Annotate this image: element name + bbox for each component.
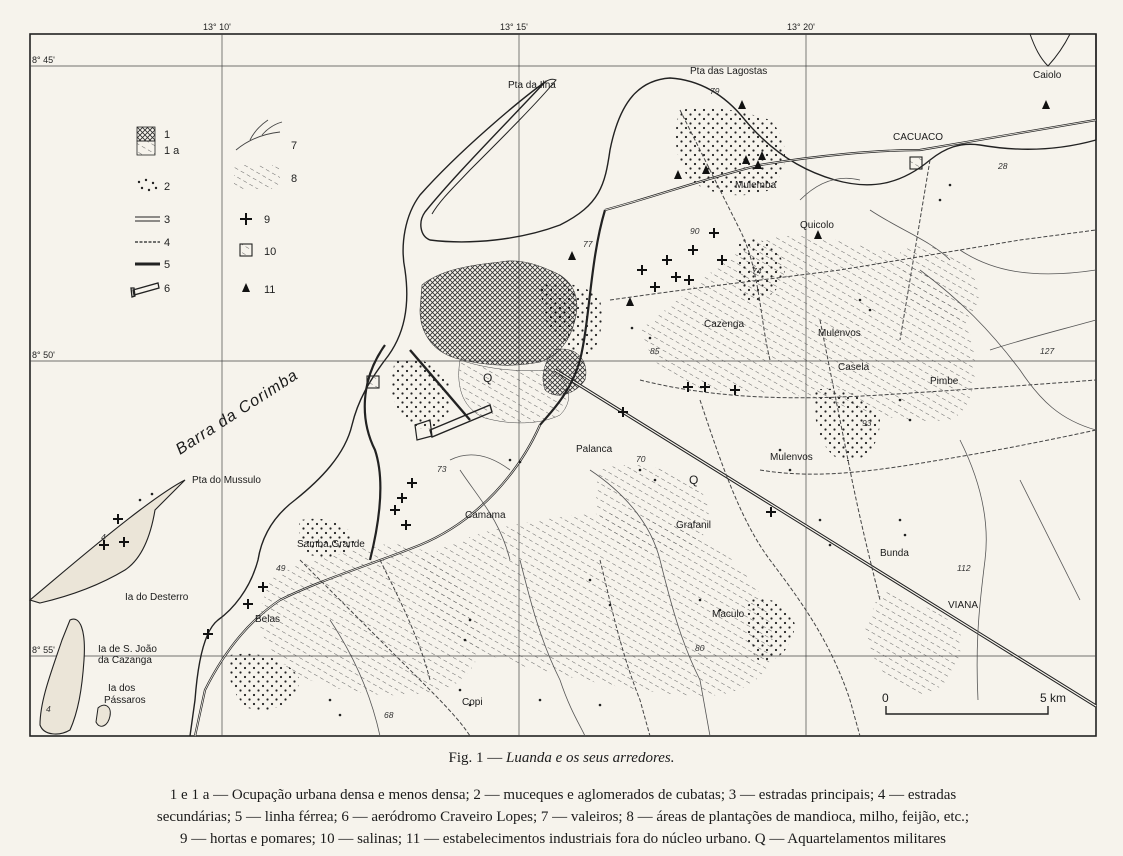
label-q-military-1: Q bbox=[483, 371, 493, 385]
legend-explanation bbox=[24, 784, 1102, 850]
label-q-military-2: Q bbox=[689, 473, 699, 487]
lon-label-1310: 13° 10' bbox=[203, 22, 231, 32]
scale-bar bbox=[882, 691, 1066, 714]
label-casela: Casela bbox=[838, 362, 870, 373]
elevation: 49 bbox=[276, 563, 286, 573]
legend-label-7: 7 bbox=[291, 140, 298, 152]
label-belas: Belas bbox=[255, 614, 281, 625]
label-samba-grande: Samba Grande bbox=[297, 539, 365, 550]
caption-prefix: Fig. 1 — bbox=[448, 750, 503, 766]
elevation: 90 bbox=[690, 226, 700, 236]
scale-label-five: 5 km bbox=[1040, 691, 1067, 705]
legend-swatch-8 bbox=[234, 165, 280, 189]
lat-label-845: 8° 45' bbox=[32, 55, 55, 65]
label-copi: Copi bbox=[462, 697, 483, 708]
legend-swatch-10 bbox=[240, 244, 252, 256]
label-pimbe: Pimbe bbox=[930, 376, 959, 387]
legend-label-10: 10 bbox=[264, 246, 277, 258]
elevation: 74 bbox=[752, 266, 762, 276]
elevation: 70 bbox=[636, 454, 646, 464]
island-passaros bbox=[96, 705, 110, 726]
label-barra-corimba: Barra da Corimba bbox=[172, 366, 302, 459]
elevation: 68 bbox=[384, 710, 394, 720]
legend-label-2: 2 bbox=[164, 181, 171, 193]
label-ponta-ilha: Pta da Ilha bbox=[508, 80, 556, 91]
lat-label-850: 8° 50' bbox=[32, 350, 55, 360]
legend-swatch-3 bbox=[135, 217, 160, 221]
elevation: 127 bbox=[1040, 346, 1055, 356]
label-bunda: Bunda bbox=[880, 548, 909, 559]
legend-swatch-7 bbox=[236, 120, 282, 150]
elevation: 80 bbox=[695, 643, 705, 653]
figure-caption bbox=[0, 750, 1123, 767]
caption-title: Luanda e os seus arredores. bbox=[506, 750, 675, 766]
label-cacuaco: CACUACO bbox=[893, 132, 944, 143]
legend-text-line-3: 9 — hortas e pomares; 10 — salinas; 11 — estabelecimentos industriais fora do núcleo urbano. Q — Aquartelamentos militares bbox=[180, 831, 946, 847]
label-camama: Camama bbox=[465, 510, 506, 521]
label-grafanil: Grafanil bbox=[676, 520, 712, 531]
label-ilha-sao-joao-2: da Cazanga bbox=[98, 655, 152, 666]
elevation: 28 bbox=[998, 161, 1008, 171]
label-ponta-mussulo: Pta do Mussulo bbox=[192, 475, 261, 486]
legend-swatch-1a bbox=[137, 141, 155, 155]
legend-label-9: 9 bbox=[264, 214, 271, 226]
legend-label-1a: 1 a bbox=[164, 145, 180, 157]
legend-label-6: 6 bbox=[164, 283, 171, 295]
lon-label-1320: 13° 20' bbox=[787, 22, 815, 32]
legend-swatch-6 bbox=[131, 283, 159, 297]
label-ilha-passaros-1: Ia dos bbox=[108, 683, 136, 694]
label-ponta-lagostas: Pta das Lagostas bbox=[690, 66, 768, 77]
legend-label-4: 4 bbox=[164, 237, 171, 249]
label-caiolo: Caiolo bbox=[1033, 70, 1062, 81]
map-legend bbox=[131, 120, 297, 297]
elevation: 85 bbox=[650, 346, 660, 356]
label-palanca: Palanca bbox=[576, 444, 613, 455]
legend-swatch-2 bbox=[138, 179, 157, 191]
elevation: 79 bbox=[710, 86, 720, 96]
legend-label-3: 3 bbox=[164, 214, 171, 226]
legend-swatch-11 bbox=[242, 283, 250, 292]
elevation: 112 bbox=[957, 563, 971, 573]
elevation: 4 bbox=[46, 704, 51, 714]
scale-label-zero: 0 bbox=[882, 691, 889, 705]
legend-label-8: 8 bbox=[291, 173, 298, 185]
label-ilha-passaros-2: Pássaros bbox=[104, 695, 146, 706]
legend-label-5: 5 bbox=[164, 259, 171, 271]
label-mulemba: Mulemba bbox=[735, 180, 777, 191]
legend-swatch-1 bbox=[137, 127, 155, 141]
island-cazanga bbox=[40, 619, 84, 734]
label-viana: VIANA bbox=[948, 600, 979, 611]
legend-label-11: 11 bbox=[264, 284, 276, 296]
plantation-areas bbox=[258, 236, 979, 696]
lat-label-855: 8° 55' bbox=[32, 645, 55, 655]
label-maculo: Maculo bbox=[712, 609, 745, 620]
label-mulenvos-2: Mulenvos bbox=[770, 452, 813, 463]
mussulo-peninsula bbox=[30, 480, 185, 603]
elevation: 77 bbox=[583, 239, 593, 249]
label-mulenvos-1: Mulenvos bbox=[818, 328, 861, 339]
legend-label-1: 1 bbox=[164, 129, 171, 141]
elevation: 93 bbox=[862, 418, 872, 428]
label-quicolo: Quicolo bbox=[800, 220, 834, 231]
legend-swatch-9 bbox=[240, 213, 252, 225]
legend-text-line-2: secundárias; 5 — linha férrea; 6 — aeródromo Craveiro Lopes; 7 — valeiros; 8 — áreas de plantações de mandioca, milho, feijão, etc.; bbox=[156, 809, 970, 825]
label-ilha-sao-joao-1: Ia de S. João bbox=[98, 644, 157, 655]
elevation: 4 bbox=[101, 532, 106, 542]
label-ilha-desterro: Ia do Desterro bbox=[125, 592, 189, 603]
legend-text-line-1: 1 e 1 a — Ocupação urbana densa e menos densa; 2 — muceques e aglomerados de cubatas; 3 — estradas principais; 4 — estradas bbox=[169, 787, 957, 803]
label-cazenga: Cazenga bbox=[704, 319, 745, 330]
elevation: 73 bbox=[437, 464, 447, 474]
lon-label-1315: 13° 15' bbox=[500, 22, 528, 32]
